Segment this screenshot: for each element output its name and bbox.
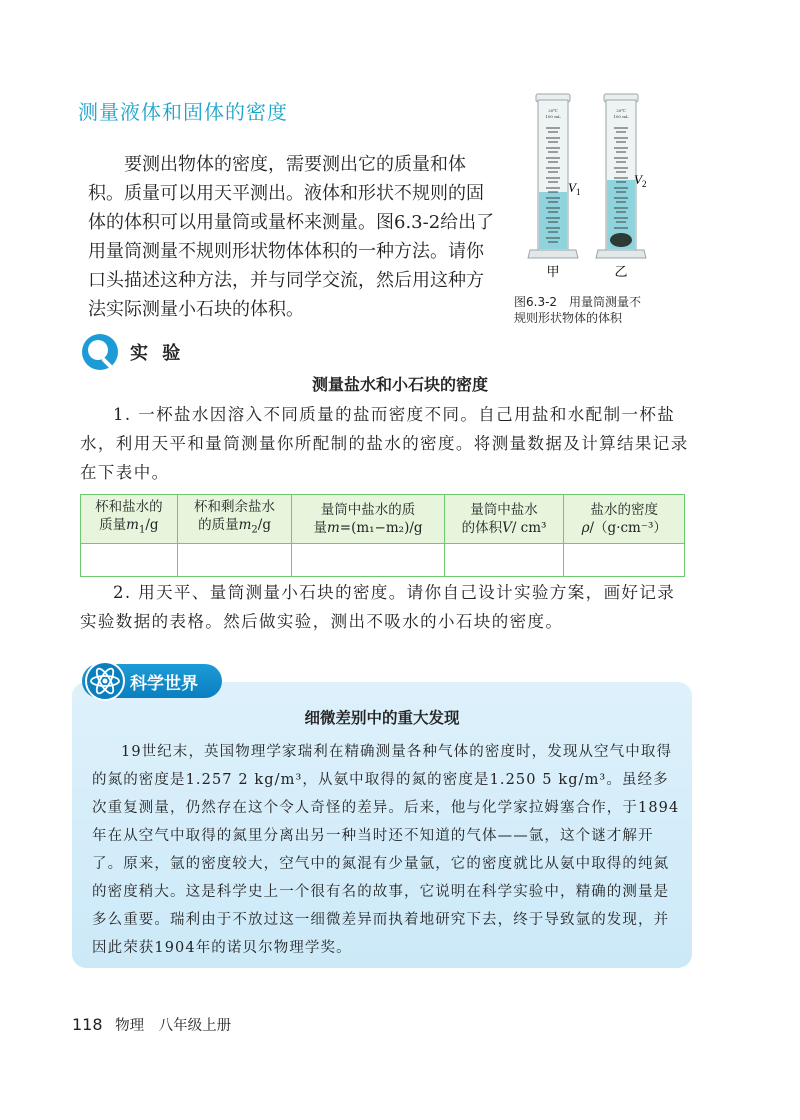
cylinder-left: [528, 94, 581, 258]
science-world-text: 19世纪末，英国物理学家瑞利在精确测量各种气体的密度时，发现从空气中取得的氮的密度是1.257 2 kg/m³，从氨中取得的氮的密度是1.250 5 kg/m³。虽经多次重复测量，仍然存在这个令人奇怪的差异。后来，他与化学家拉姆塞合作，于1894年在从空气中取得的氮里分离出另一种当时还不知道的气体——氩，这个谜才解开了。原来，氩的密度较大，空气中的氮混有少量氩，它的密度就比从氨中取得的纯氮的密度稍大。这是科学史上一个很有名的故事，它说明在科学实验中，精确的测量是多么重要。瑞利由于不放过这一细微差异而执着地研究下去，终于导致氩的发现，并因此荣获1904年的诺贝尔物理学奖。: [92, 744, 680, 956]
experiment-step1-text: 1. 一杯盐水因溶入不同质量的盐而密度不同。自己用盐和水配制一杯盐水，利用天平和量筒测量你所配制的盐水的密度。将测量数据及计算结果记录在下表中。: [80, 405, 689, 482]
table-header-cell: 量筒中盐水的质 量m=(m₁−m₂)/g: [292, 495, 444, 544]
table-header-row: [81, 495, 685, 544]
experiment-step2-text: 2. 用天平、量筒测量小石块的密度。请你自己设计实验方案，画好记录实验数据的表格。然后做实验，测出不吸水的小石块的密度。: [80, 583, 676, 631]
cylinder-right-temp: 20℃: [616, 108, 626, 113]
cylinder-right-label: 乙: [614, 265, 628, 280]
page-footer: [72, 1014, 231, 1035]
intro-paragraph: [88, 150, 498, 324]
graduated-cylinders-figure: [520, 92, 690, 282]
table-header-cell: 杯和剩余盐水 的质量$m_2/g$: [177, 495, 292, 544]
cylinder-left-label: 甲: [546, 265, 560, 280]
data-table: [80, 494, 685, 577]
cylinder-right-volume: 100 mL: [613, 114, 629, 119]
experiment-heading: [80, 332, 184, 372]
experiment-step1: [80, 400, 690, 487]
cylinder-left-volume: 100 mL: [545, 114, 561, 119]
page-number: 118: [72, 1015, 103, 1034]
label-v2: $V_2$: [634, 172, 647, 189]
science-world-body: [92, 738, 682, 962]
rock-icon: [610, 233, 632, 247]
book-title: 物理 八年级上册: [115, 1018, 232, 1034]
table-cell[interactable]: [177, 543, 292, 576]
experiment-label: 实 验: [130, 343, 185, 364]
science-world-title: 细微差别中的重大发现: [304, 709, 460, 727]
table-cell[interactable]: [564, 543, 685, 576]
table-header-cell: 量筒中盐水 的体积V/ cm³: [444, 495, 564, 544]
table-cell[interactable]: [292, 543, 444, 576]
section-title: 测量液体和固体的密度: [78, 100, 288, 124]
table-cell[interactable]: [81, 543, 178, 576]
magnifier-icon: [80, 332, 120, 372]
figure-caption: [514, 294, 694, 326]
cylinder-left-temp: 20℃: [548, 108, 558, 113]
figure-caption-line1: 图6.3-2 用量筒测量不: [514, 295, 642, 309]
table-cell[interactable]: [444, 543, 564, 576]
figure-caption-line2: 规则形状物体的体积: [514, 311, 623, 325]
intro-text: 要测出物体的密度，需要测出它的质量和体积。质量可以用天平测出。液体和形状不规则的固体的体积可以用量筒或量杯来测量。图6.3-2给出了用量筒测量不规则形状物体体积的一种方法。请你口头描述这种方法，并与同学交流，然后用这种方法实际测量小石块的体积。: [88, 154, 495, 320]
atom-icon: [84, 660, 126, 702]
table-header-cell: 盐水的密度 ρ/（g·cm⁻³）: [564, 495, 685, 544]
experiment-step2: [80, 578, 690, 636]
science-world-label: 科学世界: [130, 674, 198, 694]
label-v1: $V_1$: [568, 180, 581, 197]
experiment-title: 测量盐水和小石块的密度: [311, 375, 488, 394]
table-header-cell: 杯和盐水的 质量$m_1/g$: [81, 495, 178, 544]
table-row: [81, 543, 685, 576]
